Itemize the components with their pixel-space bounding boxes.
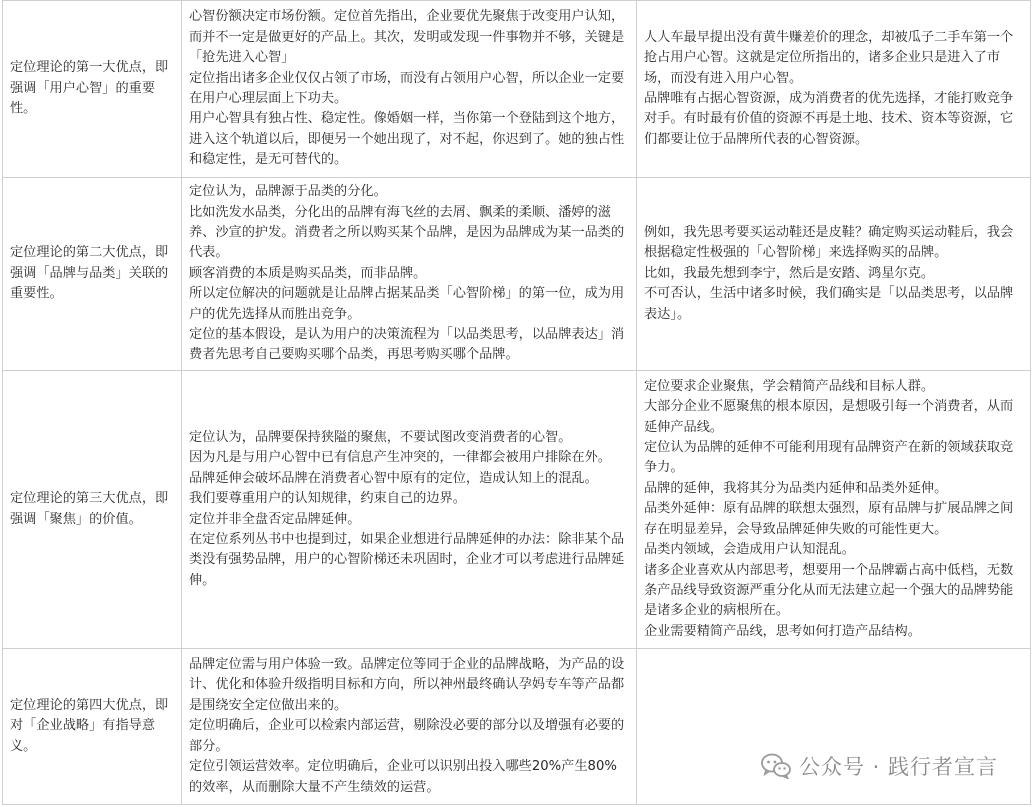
example-cell — [637, 1, 1031, 178]
example-paragraph: 不可否认，生活中诸多时候，我们确实是「以品类思考，以品牌表达」。 — [644, 286, 1014, 322]
explanation-paragraph: 定位认为，品牌要保持狭隘的聚焦，不要试图改变消费者的心智。 — [189, 429, 572, 445]
example-paragraph: 品牌的延伸，我将其分为品类内延伸和品类外延伸。 — [644, 480, 948, 496]
watermark — [761, 751, 998, 781]
explanation-paragraph: 所以定位解决的问题就是让品牌占据某品类「心智阶梯」的第一位，成为用户的优先选择从而胜出竞争。 — [189, 286, 625, 322]
theme-text: 定位理论的第一大优点，即强调「用户心智」的重要性。 — [10, 60, 169, 117]
example-paragraph: 品类内领域，会造成用户认知混乱。 — [644, 542, 855, 558]
theme-cell — [3, 371, 182, 649]
example-paragraph: 人人车最早提出没有黄牛赚差价的理念，却被瓜子二手车第一个抢占用户心智。这就是定位所指出的，诸多企业只是进入了市场，而没有进入用户心智。 — [644, 29, 1014, 86]
theme-cell — [3, 178, 182, 371]
wechat-icon — [761, 753, 791, 779]
example-paragraph: 比如，我最先想到李宁，然后是安踏、鸿星尔克。 — [644, 265, 935, 281]
theme-text: 定位理论的第二大优点，即强调「品牌与品类」关联的重要性。 — [10, 245, 169, 302]
example-cell — [637, 371, 1031, 649]
explanation-cell — [182, 1, 637, 178]
example-paragraph: 例如，我先思考要买运动鞋还是皮鞋？确定购买运动鞋后，我会根据稳定性极强的「心智阶梯」来选择购买的品牌。 — [644, 224, 1014, 261]
example-paragraph: 企业需要精简产品线，思考如何打造产品结构。 — [644, 623, 921, 639]
explanation-cell — [182, 178, 637, 371]
example-paragraph: 品类外延伸：原有品牌的联想太强烈，原有品牌与扩展品牌之间存在明显差异，会导致品牌延伸失败的可能性更大。 — [644, 501, 1014, 537]
theme-cell — [3, 1, 182, 178]
watermark-text: 公众号 · 践行者宣言 — [798, 755, 998, 779]
example-cell — [637, 178, 1031, 371]
explanation-paragraph: 定位引领运营效率。定位明确后，企业可以识别出投入哪些20%产生80%的效率，从而删除大量不产生绩效的运营。 — [189, 759, 617, 795]
explanation-cell — [182, 649, 637, 805]
example-cell — [637, 649, 1031, 805]
theme-cell — [3, 649, 182, 805]
explanation-cell — [182, 371, 637, 649]
example-paragraph: 大部分企业不愿聚焦的根本原因，是想吸引每一个消费者，从而延伸产品线。 — [644, 399, 1014, 435]
explanation-paragraph: 用户心智具有独占性、稳定性。像婚姻一样，当你第一个登陆到这个地方，进入这个轨道以后，即便另一个她出现了，对不起，你迟到了。她的独占性和稳定性，是无可替代的。 — [189, 111, 625, 168]
explanation-paragraph: 定位明确后，企业可以检索内部运营，剔除没必要的部分以及增强有必要的部分。 — [189, 718, 625, 754]
table-row — [3, 649, 1031, 805]
explanation-paragraph: 我们要尊重用户的认知规律，约束自己的边界。 — [189, 491, 466, 507]
theme-text: 定位理论的第三大优点，即强调「聚焦」的价值。 — [10, 491, 169, 527]
explanation-paragraph: 心智份额决定市场份额。定位首先指出，企业要优先聚焦于改变用户认知，而并不一定是做更好的产品上。其次，发明或发现一件事物并不够，关键是「抢先进入心智」 — [189, 9, 625, 66]
explanation-paragraph: 品牌定位需与用户体验一致。品牌定位等同于企业的品牌战略，为产品的设计、优化和体验升级指明目标和方向，所以神州最终确认孕妈专车等产品都是围绕安全定位做出来的。 — [189, 657, 625, 713]
theme-text: 定位理论的第四大优点，即对「企业战略」有指导意义。 — [10, 697, 169, 754]
table-row — [3, 1, 1031, 178]
example-paragraph: 定位认为品牌的延伸不可能利用现有品牌资产在新的领域获取竞争力。 — [644, 440, 1014, 476]
example-paragraph: 诸多企业喜欢从内部思考，想要用一个品牌霸占高中低档，无数条产品线导致资源严重分化从而无法建立起一个强大的品牌势能是诸多企业的病根所在。 — [644, 562, 1014, 619]
explanation-paragraph: 品牌延伸会破坏品牌在消费者心智中原有的定位，造成认知上的混乱。 — [189, 470, 598, 486]
explanation-paragraph: 定位的基本假设，是认为用户的决策流程为「以品类思考，以品牌表达」消费者先思考自己要购买哪个品类，再思考购买哪个品牌。 — [189, 327, 625, 363]
example-paragraph: 品牌唯有占据心智资源，成为消费者的优先选择，才能打败竞争对手。有时最有价值的资源不再是土地、技术、资本等资源，它们都要让位于品牌所代表的心智资源。 — [644, 91, 1014, 147]
table-row — [3, 178, 1031, 371]
table-row — [3, 371, 1031, 649]
explanation-paragraph: 顾客消费的本质是购买品类，而非品牌。 — [189, 265, 427, 281]
explanation-paragraph: 定位指出诸多企业仅仅占领了市场，而没有占领用户心智，所以企业一定要在用户心理层面上下功夫。 — [189, 70, 625, 106]
example-paragraph: 定位要求企业聚焦，学会精简产品线和目标人群。 — [644, 378, 935, 394]
explanation-paragraph: 定位并非全盘否定品牌延伸。 — [189, 511, 361, 527]
explanation-paragraph: 比如洗发水品类，分化出的品牌有海飞丝的去屑、飘柔的柔顺、潘婷的滋养、沙宣的护发。消费者之所以购买某个品牌，是因为品牌成为某一品类的代表。 — [189, 204, 625, 261]
positioning-theory-table — [2, 0, 1031, 805]
explanation-paragraph: 在定位系列丛书中也提到过，如果企业想进行品牌延伸的办法：除非某个品类没有强势品牌，用户的心智阶梯还未巩固时，企业才可以考虑进行品牌延伸。 — [189, 531, 625, 588]
explanation-paragraph: 因为凡是与用户心智中已有信息产生冲突的，一律都会被用户排除在外。 — [189, 450, 611, 466]
explanation-paragraph: 定位认为，品牌源于品类的分化。 — [189, 184, 387, 200]
